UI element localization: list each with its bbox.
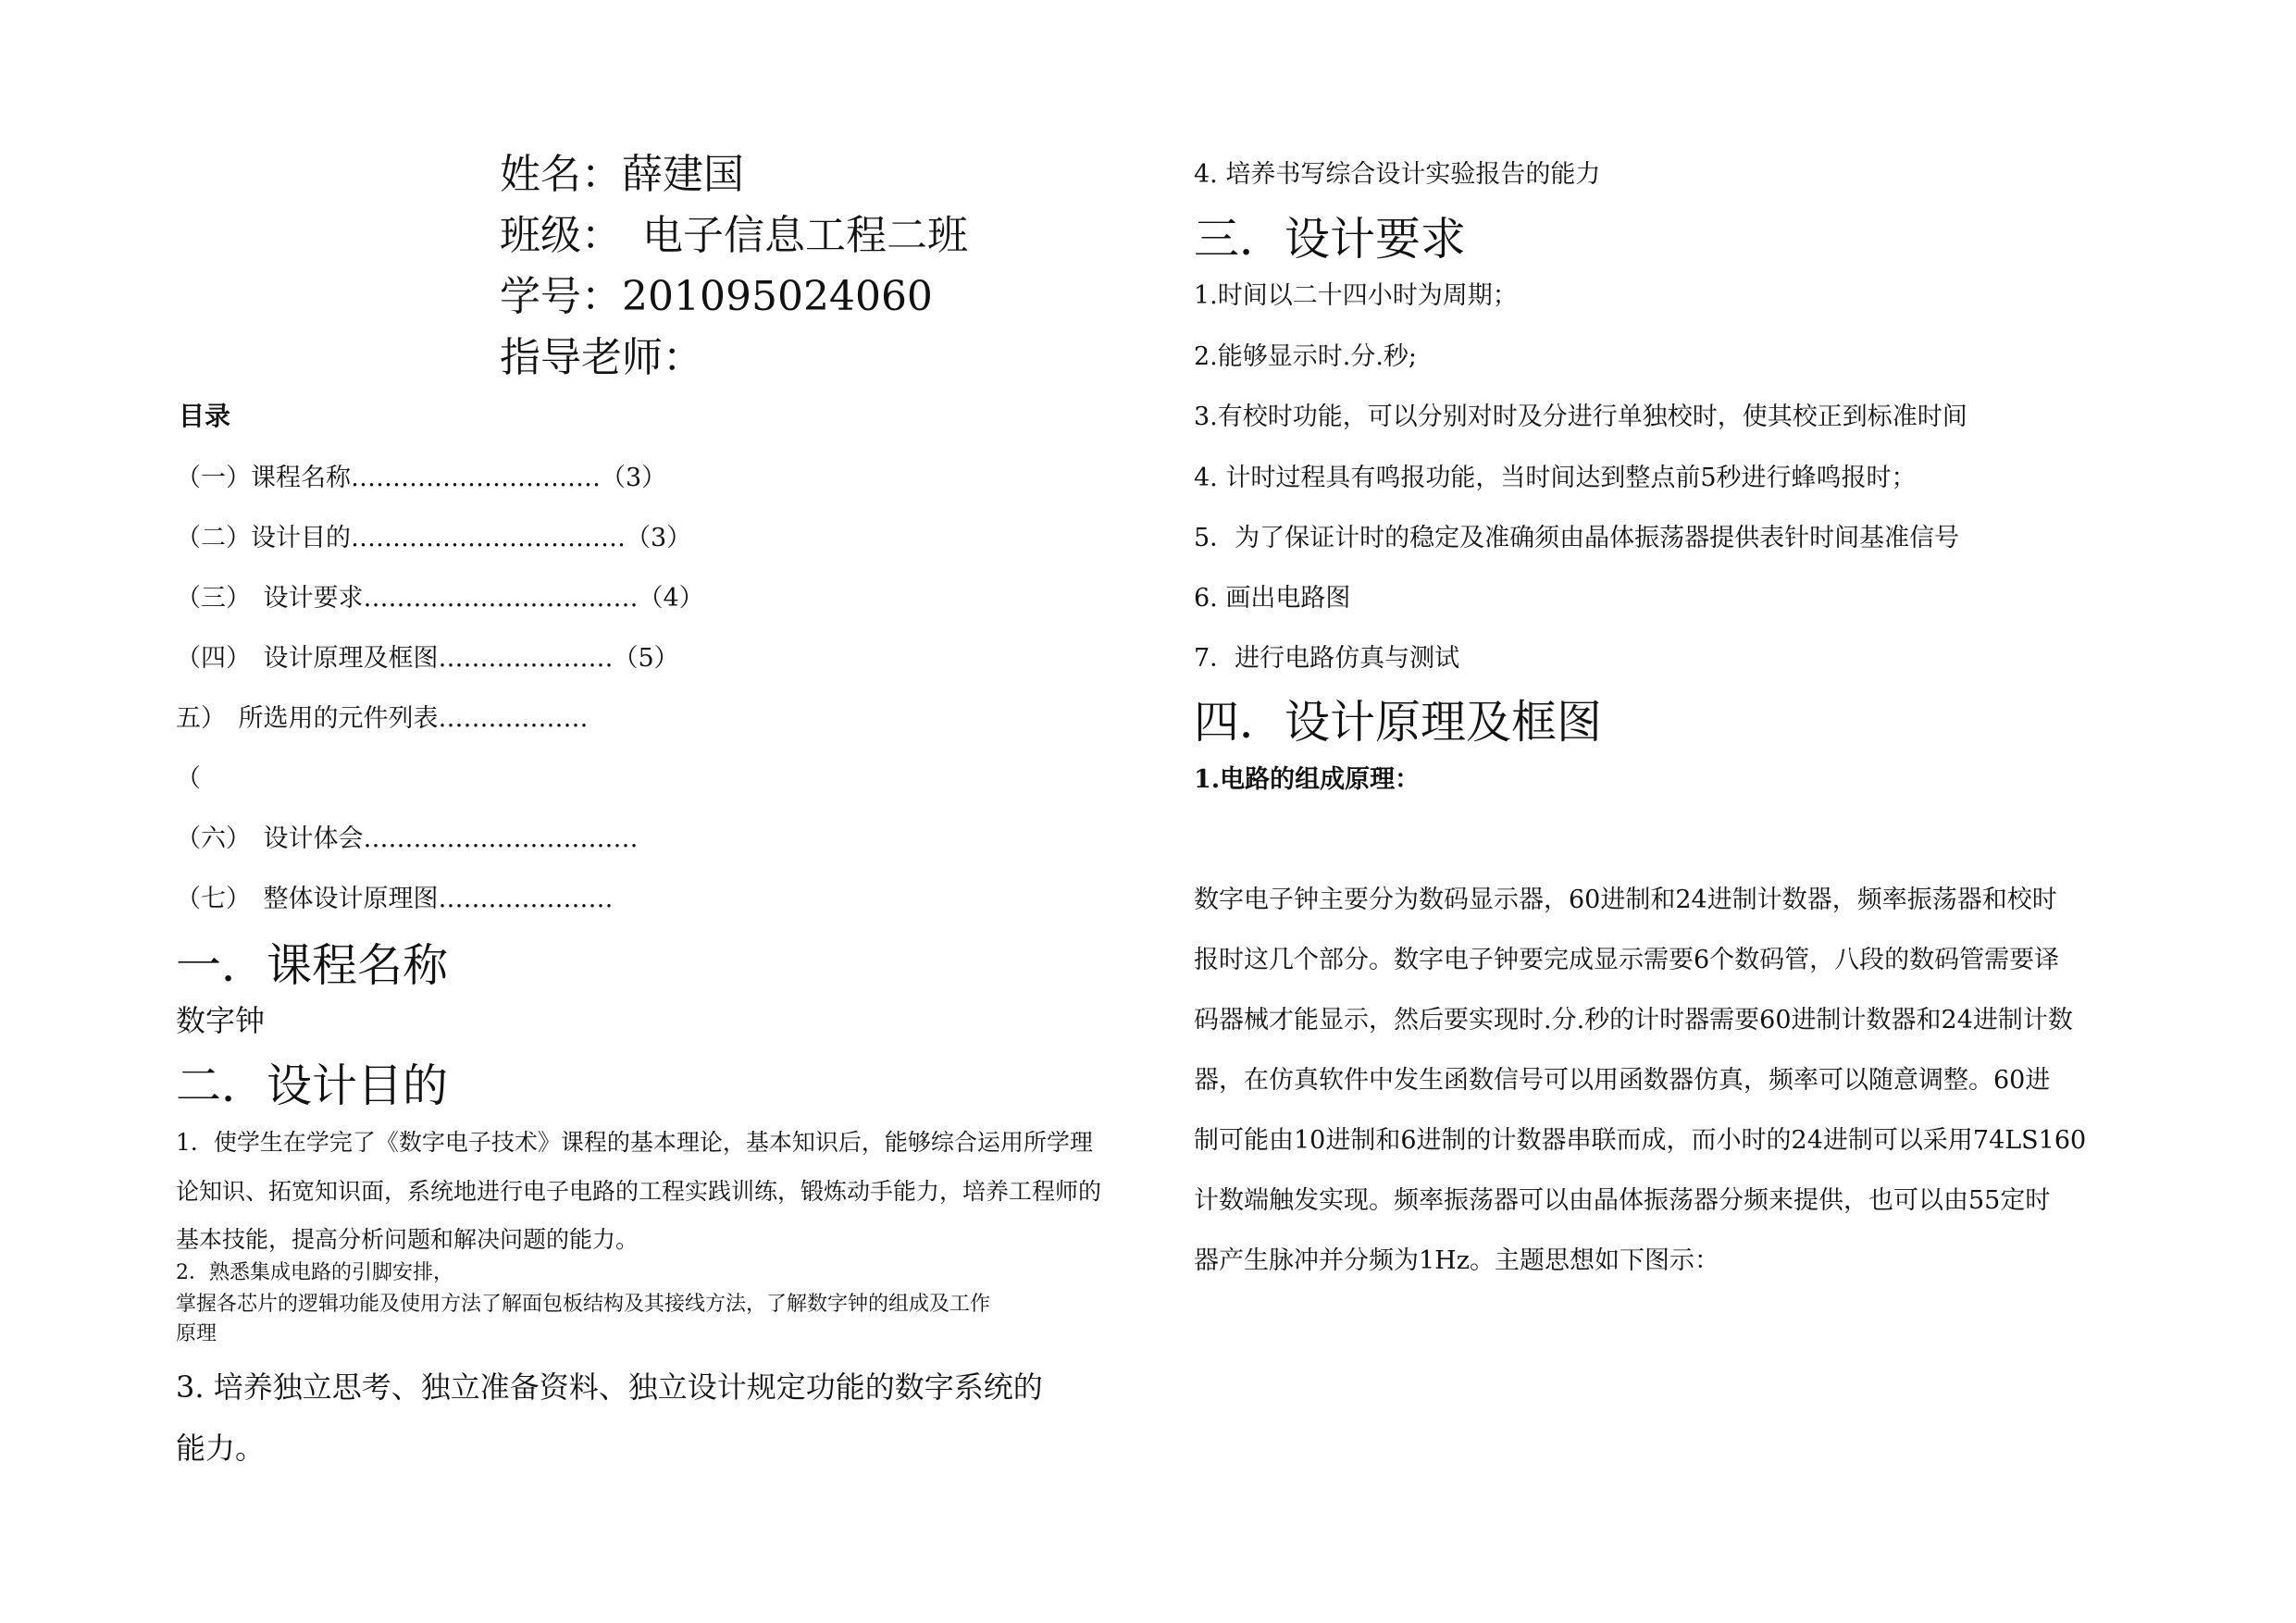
toc-item: （七） 整体设计原理图………………… [176, 885, 614, 913]
section1-content: 数字钟 [176, 1003, 266, 1038]
toc-item: （二）设计目的……………………………（3） [176, 524, 692, 552]
principle-line: 器产生脉冲并分频为1Hz。主题思想如下图示： [1194, 1246, 1719, 1275]
purpose-1-line: 论知识、拓宽知识面，系统地进行电子电路的工程实践训练，锻炼动手能力，培养工程师的 [176, 1178, 1102, 1205]
principle-line: 器，在仿真软件中发生函数信号可以用函数器仿真，频率可以随意调整。60进 [1194, 1066, 2051, 1095]
principle-paragraph [1194, 870, 2086, 1291]
requirement-item: 1.时间以二十四小时为周期； [1194, 281, 1518, 310]
toc-item: （六） 设计体会…………………………… [176, 824, 639, 853]
purpose-1-line: 1．使学生在学完了《数字电子技术》课程的基本理论，基本知识后，能够综合运用所学理 [176, 1129, 1093, 1156]
purpose-3-line: 3. 培养独立思考、独立准备资料、独立设计规定功能的数字系统的 [176, 1369, 1043, 1405]
advisor: 指导老师： [500, 334, 703, 381]
toc-title: 目录 [179, 401, 231, 431]
requirement-item: 4. 计时过程具有鸣报功能，当时间达到整点前5秒进行蜂鸣报时； [1194, 464, 1917, 492]
student-class: 班级： 电子信息工程二班 [500, 212, 968, 259]
student-name: 姓名：薛建国 [500, 151, 744, 198]
requirement-item: 2.能够显示时.分.秒; [1194, 342, 1418, 371]
toc-item: 五） 所选用的元件列表……………… [176, 704, 589, 733]
principle-line: 报时这几个部分。数字电子钟要完成显示需要6个数码管，八段的数码管需要译 [1194, 946, 2060, 974]
section4-subheading: 1.电路的组成原理： [1194, 765, 1421, 794]
purpose-1-line: 基本技能，提高分析问题和解决问题的能力。 [176, 1226, 639, 1253]
purpose-2-line: 掌握各芯片的逻辑功能及使用方法了解面包板结构及其接线方法，了解数字钟的组成及工作 [176, 1293, 991, 1316]
section3-heading: 三．设计要求 [1194, 213, 1467, 266]
purpose-4: 4. 培养书写综合设计实验报告的能力 [1194, 160, 1601, 189]
requirement-item: 5．为了保证计时的稳定及准确须由晶体振荡器提供表针时间基准信号 [1194, 524, 1960, 552]
purpose-2-line: 原理 [176, 1322, 217, 1345]
toc-item: （四） 设计原理及框图…………………（5） [176, 644, 679, 673]
toc-item: （ [176, 764, 201, 793]
toc-item: （一）课程名称…………………………（3） [176, 464, 667, 492]
principle-line: 数字电子钟主要分为数码显示器，60进制和24进制计数器，频率振荡器和校时 [1194, 886, 2057, 914]
requirement-item: 6. 画出电路图 [1194, 584, 1351, 613]
student-id: 学号：201095024060 [500, 273, 933, 320]
section1-heading: 一．课程名称 [176, 939, 449, 992]
principle-line: 计数端触发实现。频率振荡器可以由晶体振荡器分频来提供，也可以由55定时 [1194, 1186, 2051, 1215]
toc-item: （三） 设计要求……………………………（4） [176, 584, 704, 613]
requirement-item: 7．进行电路仿真与测试 [1194, 644, 1460, 673]
requirement-item: 3.有校时功能，可以分别对时及分进行单独校时，使其校正到标准时间 [1194, 403, 1967, 431]
purpose-2-line: 2．熟悉集成电路的引脚安排， [176, 1261, 453, 1284]
principle-line: 制可能由10进制和6进制的计数器串联而成，而小时的24进制可以采用74LS160 [1194, 1126, 2087, 1155]
section4-heading: 四．设计原理及框图 [1194, 696, 1603, 749]
principle-line: 码器械才能显示，然后要实现时.分.秒的计时器需要60进制计数器和24进制计数 [1194, 1006, 2073, 1035]
section2-heading: 二．设计目的 [176, 1059, 449, 1112]
purpose-3-line: 能力。 [176, 1431, 266, 1466]
